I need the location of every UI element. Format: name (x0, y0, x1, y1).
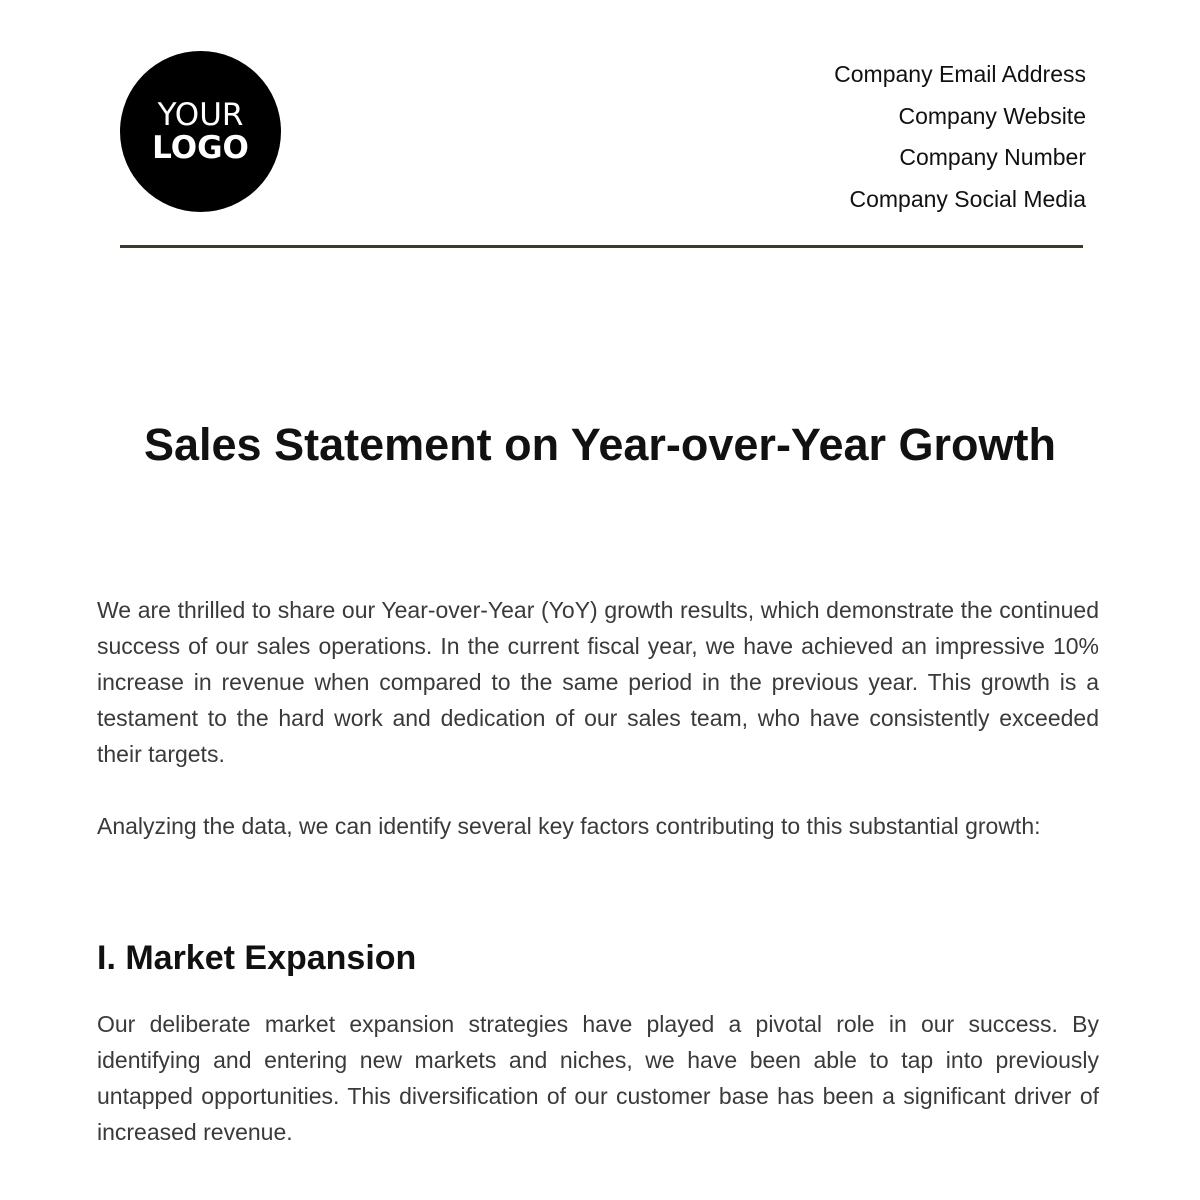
logo-line-your: YOUR (157, 96, 244, 133)
intro-paragraph: We are thrilled to share our Year-over-Year (YoY) growth results, which demonstrate the continued success of our sales operations. In the current fiscal year, we have achieved an impressive 10% increase in revenue when compared to the same period in the previous year. This growth is a testament to the hard work and dedication of our sales team, who have consistently exceeded their targets. (97, 597, 1099, 767)
section-body-market-expansion: Our deliberate market expansion strategies have played a pivotal role in our success. By identifying and entering new markets and niches, we have been able to tap into previously untapped opportunities. This diversification of our customer base has been a significant driver of increased revenue. (97, 1011, 1099, 1145)
section-heading-market-expansion: I. Market Expansion (97, 939, 417, 977)
company-social-media: Company Social Media (849, 186, 1086, 213)
company-logo (120, 51, 281, 212)
company-website: Company Website (898, 102, 1086, 129)
header-divider (120, 245, 1083, 248)
company-number: Company Number (899, 144, 1086, 171)
company-email: Company Email Address (834, 61, 1086, 87)
logo-line-logo: LOGO (152, 129, 249, 166)
analysis-paragraph: Analyzing the data, we can identify several key factors contributing to this substantial growth: (97, 813, 1041, 839)
company-contact-block (834, 54, 1086, 221)
document-title: Sales Statement on Year-over-Year Growth (143, 419, 1057, 470)
